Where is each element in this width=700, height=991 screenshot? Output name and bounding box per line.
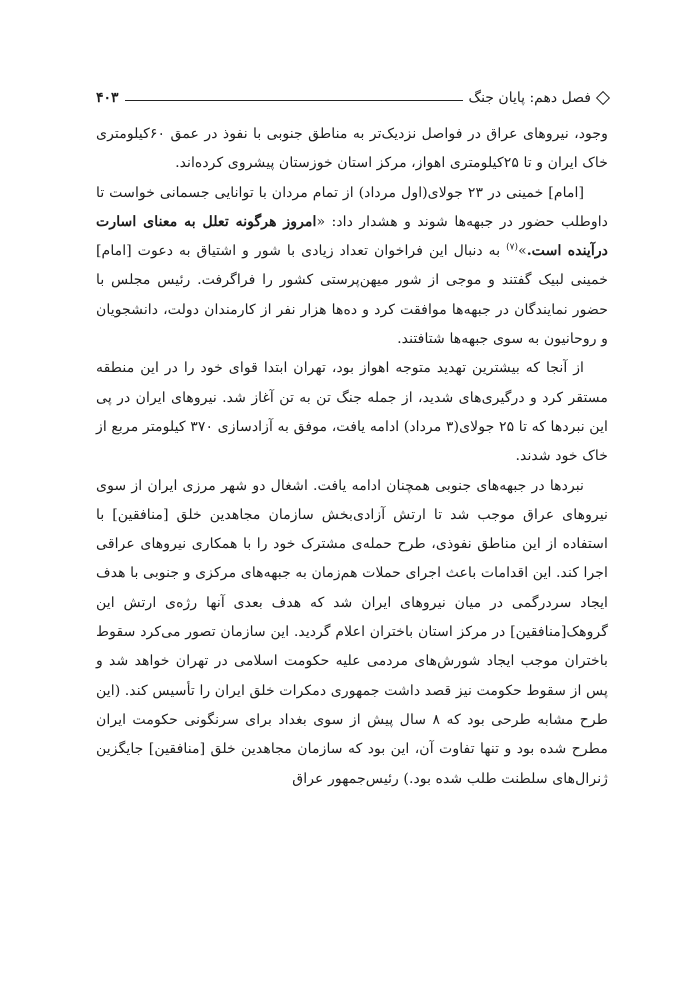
chapter-title-text: فصل دهم: پایان جنگ xyxy=(468,90,591,106)
paragraph: نبردها در جبهه‌های جنوبی همچنان ادامه یافت. اشغال دو شهر مرزی ایران از سوی نیروهای عراق موجب شد تا ارتش آزادی‌بخش سازمان مجاهدین خلق [منافقین] با استفاده از این مناطق نفوذی، طرح حمله‌ی مشترک خود را با همکاری نیروهای عراقی اجرا کند. این اقدامات باعث اجرای حملات هم‌زمان به جبهه‌های مرکزی و جنوبی با هدف ایجاد سردرگمی در میان نیروهای ایران شد که هدف بعدی آنها رژه‌ی ارتش این گروهک[منافقین] در مرکز استان باختران اعلام گردید. این سازمان تصور می‌کرد سقوط باختران موجب ایجاد شورش‌های مردمی علیه حکومت اسلامی در تهران خواهد شد و پس از سقوط حکومت نیز قصد داشت جمهوری دمکرات خلق ایران را تأسیس کند. (این طرح مشابه طرحی بود که ۸ سال پیش از سوی بغداد برای سرنگونی حکومت ایران مطرح شده بود و تنها تفاوت آن، این بود که سازمان مجاهدین خلق [منافقین] جایگزین ژنرال‌های سلطنت طلب شده بود.) رئیس‌جمهور عراق xyxy=(96,477,608,787)
quote-bold: امروز هرگونه تعلل به معنای اسارت درآینده است. xyxy=(96,213,608,260)
page-number: ۴۰۳ xyxy=(96,90,119,106)
diamond-icon xyxy=(596,90,610,104)
chapter-title xyxy=(469,90,608,106)
header-rule xyxy=(125,100,463,101)
paragraph: وجود، نیروهای عراق در فواصل نزدیک‌تر به مناطق جنوبی با نفوذ در عمق ۶۰کیلومتری خاک ایران و تا ۲۵کیلومتری اهواز، مرکز استان خوزستان پیشروی کرده‌اند. xyxy=(96,126,608,172)
paragraph-text: [امام] خمینی در ۲۳ جولای(اول مرداد) از تمام مردان با توانایی جسمانی خواست تا داوطلب حضور در جبهه‌ها شوند و هشدار داد: « xyxy=(96,184,608,230)
body-text xyxy=(96,120,608,794)
paragraph: از آنجا که بیشترین تهدید متوجه اهواز بود، تهران ابتدا قوای خود را در این منطقه مستقر کرد و درگیری‌های شدید، از جمله جنگ تن به تن آغاز شد. نیروهای ایران در پی این نبردها که تا ۲۵ جولای(۳ مرداد) ادامه یافت، موفق به آزادسازی ۳۷۰ کیلومتر مربع از خاک خود شدند. xyxy=(96,360,608,465)
footnote-ref: (۷) xyxy=(506,242,519,253)
running-header xyxy=(96,84,608,106)
paragraph xyxy=(96,179,608,355)
paragraph-text: به دنبال این فراخوان تعداد زیادی با شور و اشتیاق به دعوت [امام] خمینی لبیک گفتند و موجی از شور میهن‌پرستی کشور را فراگرفت. رئیس مجلس با حضور نمایندگان در جبهه‌ها موافقت کرد و ده‌ها هزار نفر از کارمندان دولت، دانشجویان و روحانیون به سوی جبهه‌ها شتافتند. xyxy=(96,243,608,348)
closing-quote: » xyxy=(518,243,527,260)
